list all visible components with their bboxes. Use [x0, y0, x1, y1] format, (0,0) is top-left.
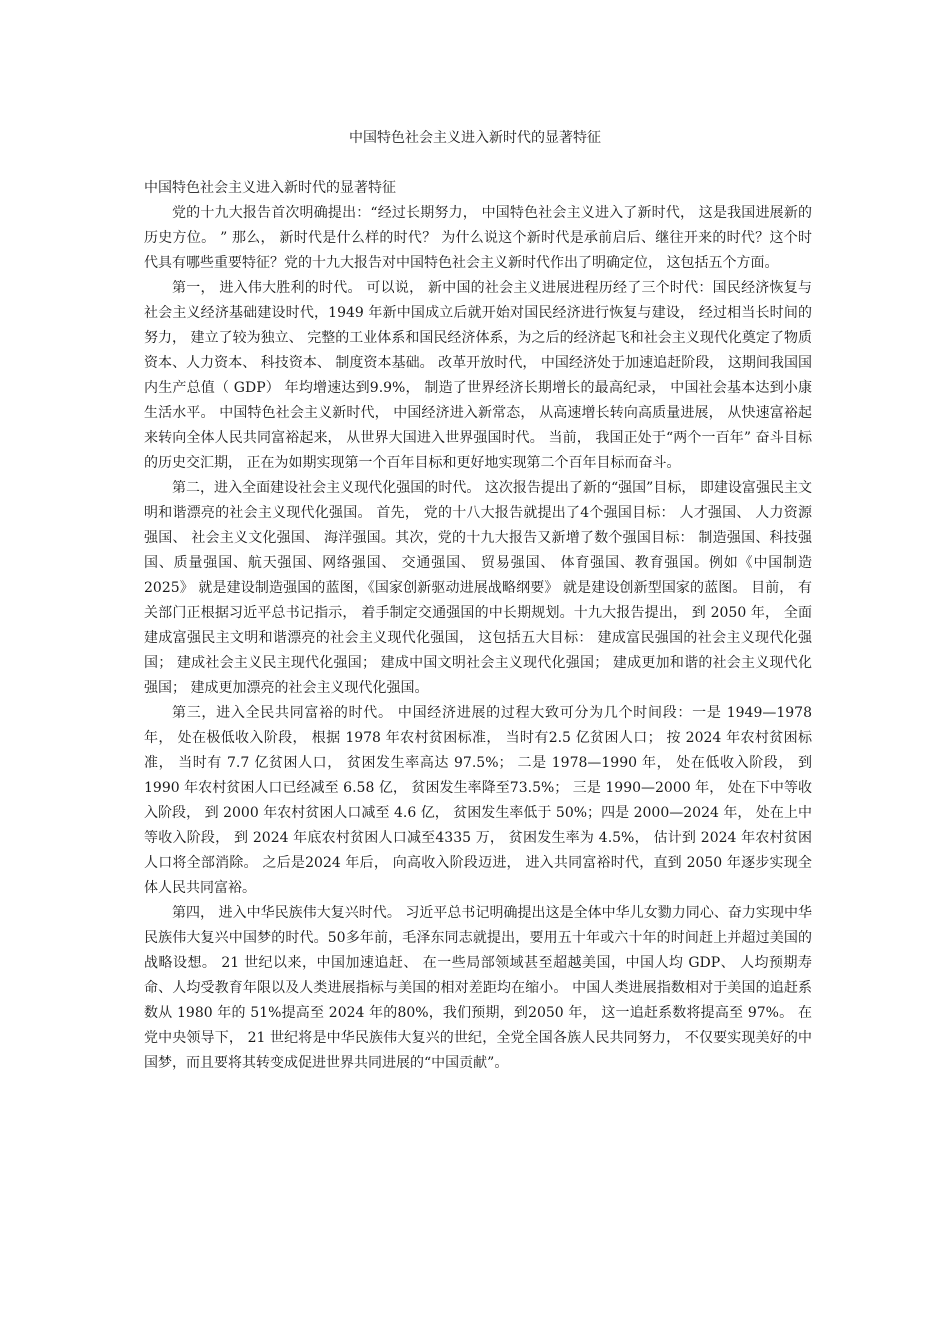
document-subtitle: 中国特色社会主义进入新时代的显著特征 — [144, 180, 396, 196]
paragraph-third: 第三，进入全民共同富裕的时代。 中国经济进展的过程大致可分为几个时间段：一是 1949—1978 年， 处在极低收入阶段， 根据 1978 年农村贫困标准， 当时有2.5 亿贫困人口； 按 2024 年农村贫困标准， 当时有 7.7 亿贫困人口， 贫困发生率高达 97.5%； 二是 1978—1990 年， 处在低收入阶段， 到 1990 年农村贫困人口已经减至 6.58 亿， 贫困发生率降至73.5%； 三是 1990—2000 年， 处在下中等收入阶段， 到 2000 年农村贫困人口减至 4.6 亿， 贫困发生率低于 50%；四是 2000—2024 年， 处在上中等收入阶段， 到 2024 年底农村贫困人口减至4335 万， 贫困发生率为 4.5%， 估计到 2024 年农村贫困人口将全部消除。 之后是2024 年后， 向高收入阶段迈进， 进入共同富裕时代，直到 2050 年逐步实现全体人民共同富裕。 — [144, 705, 812, 896]
paragraph-first: 第一， 进入伟大胜利的时代。 可以说， 新中国的社会主义进展进程历经了三个时代：国民经济恢复与社会主义经济基础建设时代，1949 年新中国成立后就开始对国民经济进行恢复与建设， 经过相当长时间的努力， 建立了较为独立、 完整的工业体系和国民经济体系，为之后的经济起飞和社会主义现代化奠定了物质资本、人力资本、 科技资本、 制度资本基础。 改革开放时代， 中国经济处于加速追赶阶段， 这期间我国国内生产总值（ GDP） 年均增速达到9.9%， 制造了世界经济长期增长的最高纪录， 中国社会基本达到小康生活水平。 中国特色社会主义新时代， 中国经济进入新常态， 从高速增长转向高质量进展， 从快速富裕起来转向全体人民共同富裕起来， 从世界大国进入世界强国时代。 当前， 我国正处于“两个一百年” 奋斗目标的历史交汇期， 正在为如期实现第一个百年目标和更好地实现第二个百年目标而奋斗。 — [144, 280, 812, 471]
document-title: 中国特色社会主义进入新时代的显著特征 — [349, 130, 601, 146]
paragraph-fourth: 第四， 进入中华民族伟大复兴时代。 习近平总书记明确提出这是全体中华儿女勠力同心、奋力实现中华民族伟大复兴中国梦的时代。50多年前，毛泽东同志就提出，要用五十年或六十年的时间赶上并超过美国的战略设想。 21 世纪以来，中国加速追赶、 在一些局部领域甚至超越美国，中国人均 GDP、 人均预期寿命、人均受教育年限以及人类进展指标与美国的相对差距均在缩小。 中国人类进展指数相对于美国的追赶系数从 1980 年的 51%提高至 2024 年的80%，我们预期，到2050 年， 这一追赶系数将提高至 97%。 在党中央领导下， 21 世纪将是中华民族伟大复兴的世纪，全党全国各族人民共同努力， 不仅要实现美好的中国梦，而且要将其转变成促进世界共同进展的“中国贡献”。 — [144, 905, 812, 1071]
paragraph-intro: 党的十九大报告首次明确提出：“经过长期努力， 中国特色社会主义进入了新时代， 这是我国进展新的历史方位。 ” 那么， 新时代是什么样的时代？ 为什么说这个新时代是承前启后、继往开来的时代？这个时代具有哪些重要特征？党的十九大报告对中国特色社会主义新时代作出了明确定位， 这包括五个方面。 — [144, 205, 812, 271]
document-body — [144, 176, 812, 1076]
paragraph-second: 第二，进入全面建设社会主义现代化强国的时代。 这次报告提出了新的“强国”目标， 即建设富强民主文明和谐漂亮的社会主义现代化强国。 首先， 党的十八大报告就提出了4个强国目标： 人才强国、 人力资源强国、 社会主义文化强国、 海洋强国。其次，党的十九大报告又新增了数个强国目标： 制造强国、科技强国、质量强国、航天强国、网络强国、 交通强国、 贸易强国、 体育强国、教育强国。例如《中国制造2025》 就是建设制造强国的蓝图，《国家创新驱动进展战略纲要》 就是建设创新型国家的蓝图。 目前， 有关部门正根据习近平总书记指示， 着手制定交通强国的中长期规划。十九大报告提出， 到 2050 年， 全面建成富强民主文明和谐漂亮的社会主义现代化强国， 这包括五大目标： 建成富民强国的社会主义现代化强国； 建成社会主义民主现代化强国； 建成中国文明社会主义现代化强国； 建成更加和谐的社会主义现代化强国； 建成更加漂亮的社会主义现代化强国。 — [144, 480, 812, 696]
